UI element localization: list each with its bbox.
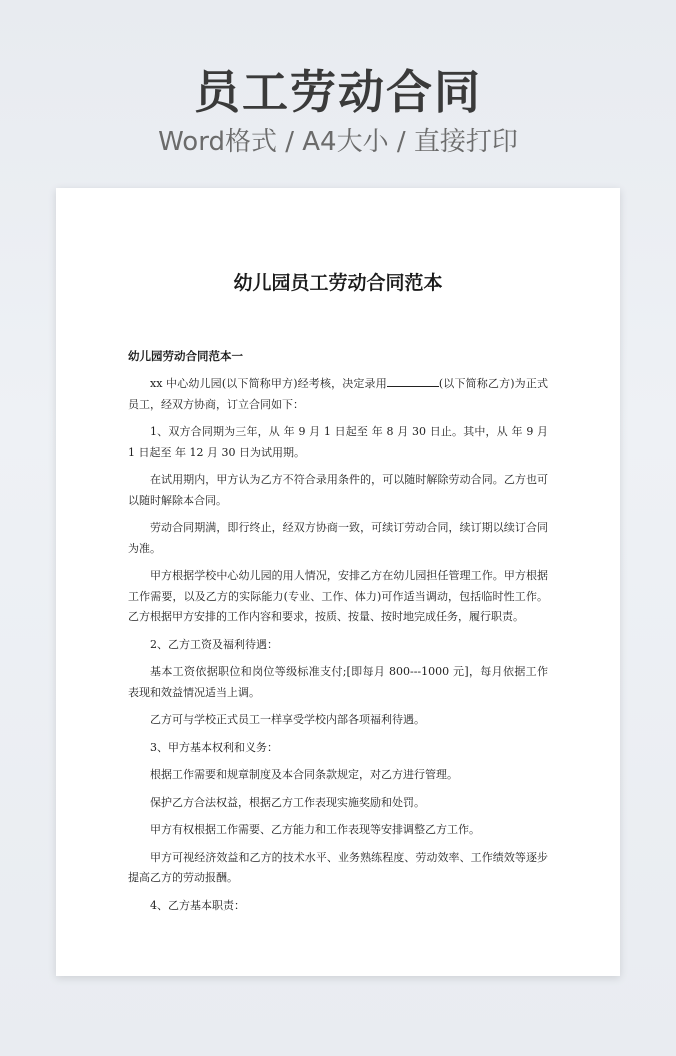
paragraph-assignment: 甲方根据学校中心幼儿园的用人情况，安排乙方在幼儿园担任管理工作。甲方根据工作需要，以及乙方的实际能力(专业、工作、体力)可作适当调动，包括临时性工作。乙方根据甲方安排的工作内容和要求，按质、按量、按时地完成任务，履行职责。 [128,569,548,623]
page-header [0,62,676,158]
paragraph-probation: 在试用期内，甲方认为乙方不符合录用条件的，可以随时解除劳动合同。乙方也可以随时解除本合同。 [128,473,548,507]
fill-in-blank [387,374,439,387]
paragraph-protection: 保护乙方合法权益，根据乙方工作表现实施奖励和处罚。 [150,795,425,809]
document-title: 幼儿园员工劳动合同范本 [233,272,443,294]
paragraph-expiry: 劳动合同期满，即行终止，经双方协商一致，可续订劳动合同，续订期以续订合同为准。 [128,521,548,555]
document-page [56,188,620,976]
paragraph-adjustment: 甲方有权根据工作需要、乙方能力和工作表现等安排调整乙方工作。 [150,823,480,836]
paragraph-contract-term: 1、双方合同期为三年，从 年 9 月 1 日起至 年 8 月 30 日止。其中，从 年 9 月 1 日起至 年 12 月 30 日为试用期。 [128,425,548,459]
paragraph-management: 根据工作需要和规章制度及本合同条款规定，对乙方进行管理。 [150,768,458,781]
paragraph-employer-rights-heading: 3、甲方基本权利和义务： [150,740,278,754]
sub-title: Word格式 / A4大小 / 直接打印 [158,127,518,157]
paragraph-remuneration: 甲方可视经济效益和乙方的技术水平、业务熟练程度、劳动效率、工作绩效等逐步提高乙方的劳动报酬。 [128,850,548,884]
intro-text-before: xx 中心幼儿园(以下简称甲方)经考核，决定录用 [150,377,387,390]
paragraph-duties-heading: 4、乙方基本职责： [150,898,245,912]
paragraph-salary-heading: 2、乙方工资及福利待遇： [150,637,278,651]
paragraph-benefits: 乙方可与学校正式员工一样享受学校内部各项福利待遇。 [150,713,425,726]
main-title: 员工劳动合同 [194,65,482,119]
intro-text-after: (以下简称乙方)为正式员工，经双方协商，订立合同如下： [128,377,548,411]
paragraph-base-salary: 基本工资依据职位和岗位等级标准支付;[即每月 800---1000 元]，每月依据工作表现和效益情况适当上调。 [128,665,548,699]
section-heading: 幼儿园劳动合同范本一 [128,349,243,363]
intro-paragraph [128,374,548,415]
